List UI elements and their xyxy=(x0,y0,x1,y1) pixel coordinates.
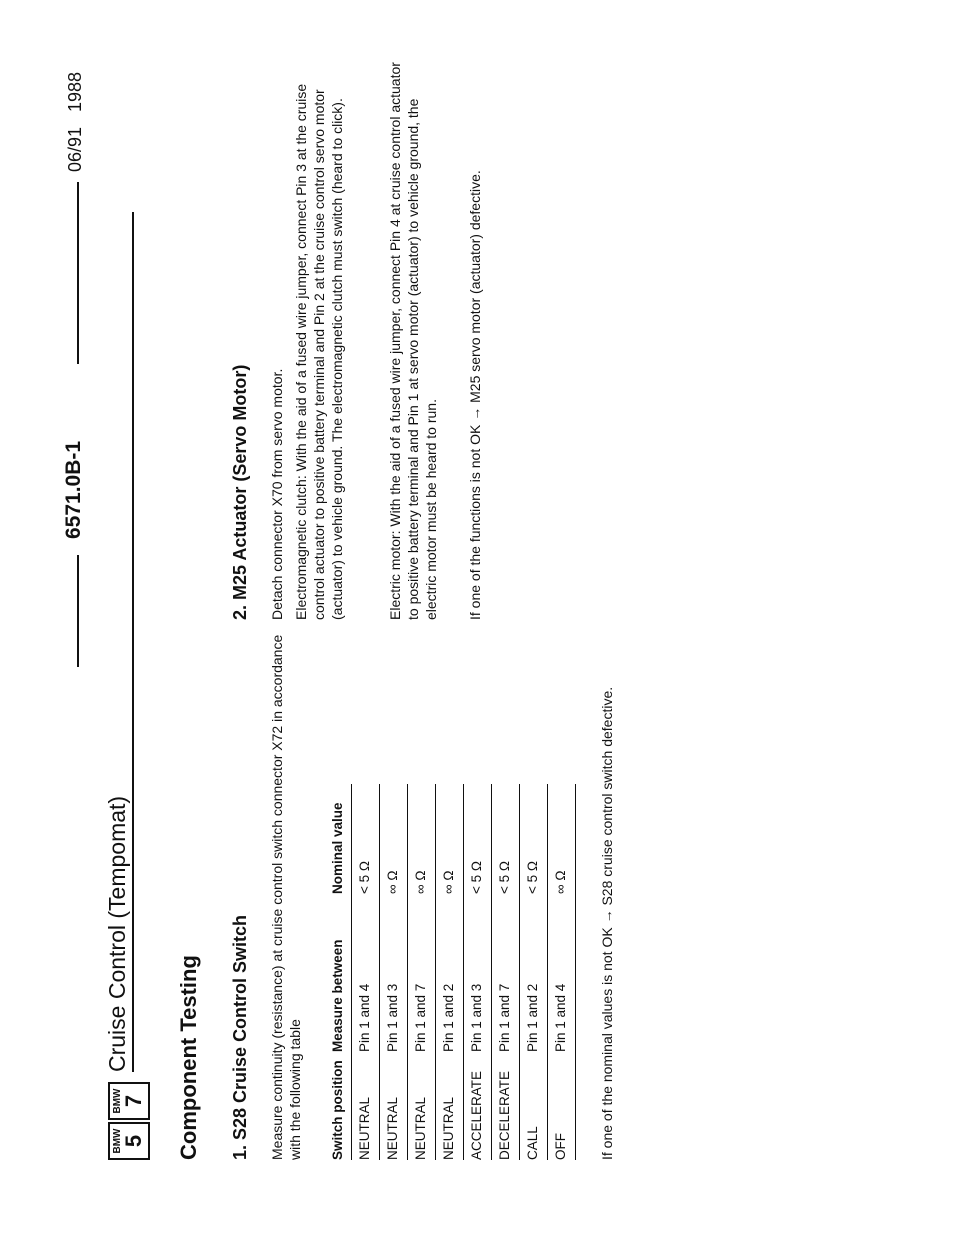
badge-number: 5 xyxy=(121,1134,146,1148)
part1-heading: 1. S28 Cruise Control Switch xyxy=(230,914,250,1160)
cell-measure-between: Pin 1 and 2 xyxy=(520,894,548,1052)
cell-switch-position: CALL xyxy=(520,1052,548,1160)
table-row xyxy=(464,784,492,1160)
badge-brand: BMW xyxy=(112,1088,123,1114)
cell-nominal-value: < 5 Ω xyxy=(352,784,380,894)
cell-switch-position: ACCELERATE xyxy=(464,1052,492,1160)
cell-nominal-value: ∞ Ω xyxy=(380,784,408,894)
cell-switch-position: NEUTRAL xyxy=(408,1052,436,1160)
cell-nominal-value: < 5 Ω xyxy=(520,784,548,894)
header-date: 06/91 xyxy=(65,126,85,172)
part2-footer-note: If one of the functions is not OK → M25 servo motor (actuator) defective. xyxy=(467,170,483,620)
col-header-switch-position: Switch position xyxy=(330,1060,345,1160)
table-row xyxy=(352,784,380,1160)
section-divider xyxy=(132,212,134,1072)
cell-measure-between: Pin 1 and 3 xyxy=(380,894,408,1052)
bmw-model-badges xyxy=(108,1080,150,1160)
cell-measure-between: Pin 1 and 7 xyxy=(408,894,436,1052)
header-rule-left xyxy=(77,555,79,667)
cell-switch-position: NEUTRAL xyxy=(380,1052,408,1160)
table-row xyxy=(492,784,520,1160)
document-code: 6571.0B-1 xyxy=(62,440,85,539)
part2-step-motor: Electric motor: With the aid of a fused wire jumper, connect Pin 4 at cruise control actuator to positive battery terminal and Pin 1 at servo motor (actuator) to vehicle ground, the electric motor must be heard to run. xyxy=(387,62,439,620)
cell-switch-position: NEUTRAL xyxy=(436,1052,464,1160)
badge-number: 7 xyxy=(121,1094,146,1108)
header-rule-right xyxy=(77,182,79,364)
cell-measure-between: Pin 1 and 4 xyxy=(352,894,380,1052)
badge-brand: BMW xyxy=(112,1128,123,1154)
header-year: 1988 xyxy=(65,71,85,112)
table-row xyxy=(548,784,576,1160)
cell-nominal-value: < 5 Ω xyxy=(464,784,492,894)
cell-measure-between: Pin 1 and 3 xyxy=(464,894,492,1052)
switch-measurement-table xyxy=(330,784,576,1160)
cell-nominal-value: ∞ Ω xyxy=(548,784,576,894)
table-row xyxy=(520,784,548,1160)
part2-step-detach: Detach connector X70 from servo motor. xyxy=(269,368,285,620)
table-row xyxy=(436,784,464,1160)
table-header-row xyxy=(330,784,352,1160)
cell-nominal-value: < 5 Ω xyxy=(492,784,520,894)
cell-switch-position: NEUTRAL xyxy=(352,1052,380,1160)
part1-intro: Measure continuity (resistance) at cruise control switch connector X72 in accordance with the following table xyxy=(269,634,303,1160)
table-row xyxy=(380,784,408,1160)
bmw-badge-7 xyxy=(108,1082,150,1120)
col-header-nominal-value: Nominal value xyxy=(330,802,345,894)
table-row xyxy=(408,784,436,1160)
cell-nominal-value: ∞ Ω xyxy=(408,784,436,894)
section-title: Cruise Control (Tempomat) xyxy=(104,795,130,1072)
switch-table-wrapper xyxy=(330,784,576,1160)
bmw-badge-5 xyxy=(108,1122,150,1160)
cell-switch-position: DECELERATE xyxy=(492,1052,520,1160)
col-header-measure-between: Measure between xyxy=(330,939,345,1052)
cell-nominal-value: ∞ Ω xyxy=(436,784,464,894)
cell-measure-between: Pin 1 and 2 xyxy=(436,894,464,1052)
part2-step-clutch: Electromagnetic clutch: With the aid of a fused wire jumper, connect Pin 3 at the cruise control actuator to positive battery terminal and Pin 2 at the cruise control servo motor (actuator) to vehicle ground. The electromagnetic clutch must switch (heard to click). xyxy=(293,83,345,620)
part2-heading: 2. M25 Actuator (Servo Motor) xyxy=(230,364,250,620)
part1-footer-note: If one of the nominal values is not OK → S28 cruise control switch defective. xyxy=(599,686,615,1160)
page-heading: Component Testing xyxy=(176,955,201,1160)
cell-measure-between: Pin 1 and 4 xyxy=(548,894,576,1052)
cell-measure-between: Pin 1 and 7 xyxy=(492,894,520,1052)
cell-switch-position: OFF xyxy=(548,1052,576,1160)
